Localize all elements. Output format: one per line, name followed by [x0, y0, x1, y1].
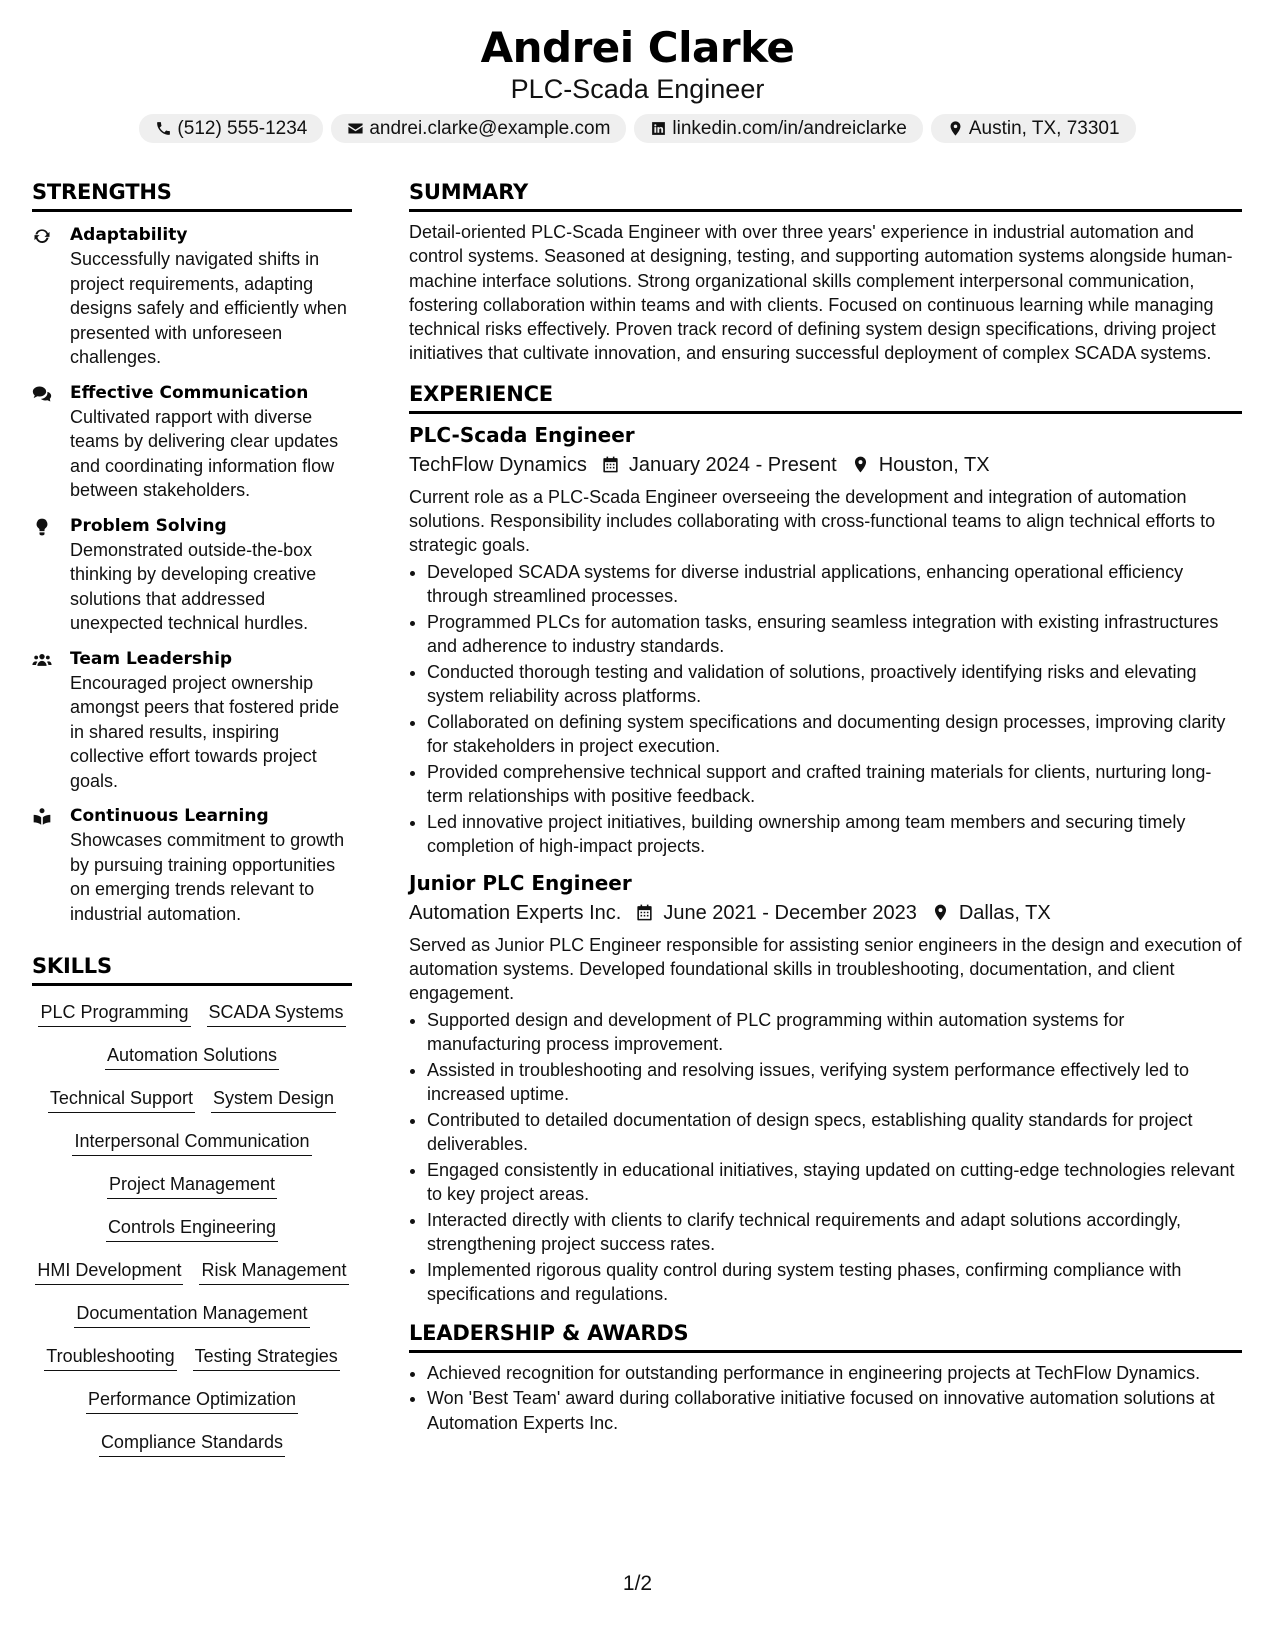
strength-title: Problem Solving: [70, 515, 227, 536]
strength-title: Effective Communication: [70, 382, 309, 403]
job-bullet: • Programmed PLCs for automation tasks, ensuring seamless integration with existing infrastructures and adherence to industry standards.: [427, 610, 1242, 659]
summary-text: Detail-oriented PLC-Scada Engineer with over three years' experience in industrial automation and control systems. Seasoned at designing, testing, and supporting automation systems alongside human-machine interface solutions. Strong organizational skills complement interpersonal communication, fostering collaboration within teams and with clients. Focused on continuous learning while managing technical risks effectively. Proven track record of defining system design specifications, driving project initiatives that cultivate innovation, and ensuring successful deployment of complex SCADA systems.: [409, 222, 1233, 364]
summary-heading: SUMMARY: [409, 178, 1242, 212]
job-meta: [409, 899, 1242, 927]
skills-list: [32, 1000, 352, 1457]
contact-location: [931, 114, 1136, 143]
job-bullets: [409, 560, 1242, 859]
lightbulb-icon: [32, 517, 52, 537]
job-desc: Current role as a PLC-Scada Engineer overseeing the development and integration of automation solutions. Responsibility includes collaborating with cross-functional teams to align technical efforts to strategic goals.: [409, 486, 1216, 556]
linkedin-icon: [650, 120, 667, 137]
left-column: [32, 178, 352, 1457]
map-pin-icon: [931, 903, 950, 922]
strength-title: Adaptability: [70, 225, 188, 245]
strength-title: Team Leadership: [70, 648, 233, 669]
users-icon: [32, 650, 52, 670]
awards-heading: LEADERSHIP & AWARDS: [409, 1319, 1242, 1353]
strength-item: [32, 514, 352, 636]
strength-desc: Demonstrated outside-the-box thinking by developing creative solutions that addressed unexpected technical hurdles.: [70, 539, 317, 633]
job-bullet: • Collaborated on defining system specifications and documenting design processes, improving clarity for stakeholders in project execution.: [427, 710, 1242, 759]
job-title: Junior PLC Engineer: [409, 870, 632, 895]
skill-tag: Project Management: [107, 1172, 277, 1199]
job-bullets: [409, 1008, 1242, 1307]
skills-heading: SKILLS: [32, 952, 352, 986]
skill-tag: System Design: [211, 1086, 336, 1113]
strength-desc: Showcases commitment to growth by pursuing training opportunities on emerging trends relevant to industrial automation.: [70, 830, 345, 924]
skill-tag: Testing Strategies: [193, 1344, 340, 1371]
experience-section: [409, 380, 1242, 1307]
candidate-title: PLC-Scada Engineer: [510, 74, 765, 104]
award-item: • Achieved recognition for outstanding performance in engineering projects at TechFlow Dynamics.: [427, 1361, 1242, 1385]
job-meta: [409, 451, 1242, 479]
job-bullet: • Provided comprehensive technical support and crafted training materials for clients, nurturing long-term relationships with positive feedback.: [427, 760, 1242, 809]
contact-bar: [0, 114, 1275, 143]
phone-icon: [155, 120, 172, 137]
skills-section: [32, 952, 352, 1457]
strength-item: [32, 647, 352, 794]
strength-item: [32, 804, 352, 926]
sync-icon: [32, 226, 52, 246]
strength-item: [32, 223, 352, 370]
calendar-icon: [635, 903, 654, 922]
map-pin-icon: [851, 455, 870, 474]
skill-tag: SCADA Systems: [207, 1000, 346, 1027]
job-bullet: • Supported design and development of PLC programming within automation systems for manufacturing process improvement.: [427, 1008, 1242, 1057]
job-dates: June 2021 - December 2023: [663, 901, 917, 924]
strength-title: Continuous Learning: [70, 806, 269, 826]
job-company: Automation Experts Inc.: [409, 901, 622, 924]
contact-location-text: Austin, TX, 73301: [968, 118, 1120, 139]
strength-desc: Successfully navigated shifts in project requirements, adapting designs safely and efficiently when presented with unforeseen challenges.: [70, 249, 347, 367]
job-bullet: • Engaged consistently in educational initiatives, staying updated on cutting-edge technologies relevant to key project areas.: [427, 1158, 1242, 1207]
strengths-heading: STRENGTHS: [32, 178, 352, 212]
job-bullet: • Developed SCADA systems for diverse industrial applications, enhancing operational efficiency through streamlined processes.: [427, 560, 1242, 609]
job-dates: January 2024 - Present: [628, 453, 837, 476]
resume-header: [0, 0, 1275, 143]
skill-tag: Performance Optimization: [86, 1387, 298, 1414]
job-title: PLC-Scada Engineer: [409, 422, 635, 447]
contact-email[interactable]: [331, 114, 626, 143]
skill-tag: Technical Support: [48, 1086, 195, 1113]
job-bullet: • Assisted in troubleshooting and resolving issues, verifying system performance effectively led to increased uptime.: [427, 1058, 1242, 1107]
job-desc: Served as Junior PLC Engineer responsible for assisting senior engineers in the design and execution of automation systems. Developed foundational skills in troubleshooting, documentation, and client engagement.: [409, 934, 1242, 1004]
comments-icon: [32, 384, 52, 404]
skill-tag: Controls Engineering: [106, 1215, 278, 1242]
job-bullet: • Contributed to detailed documentation of design specs, establishing quality standards for project deliverables.: [427, 1108, 1242, 1157]
job-location: Dallas, TX: [958, 901, 1051, 924]
skill-tag: Risk Management: [199, 1258, 348, 1285]
skill-tag: PLC Programming: [38, 1000, 190, 1027]
job-company: TechFlow Dynamics: [409, 453, 587, 476]
strength-desc: Encouraged project ownership amongst peers that fostered pride in shared results, inspiring collective effort towards project goals.: [70, 672, 340, 791]
contact-email-text: andrei.clarke@example.com: [369, 118, 611, 139]
awards-section: [409, 1319, 1242, 1435]
contact-phone-text: (512) 555-1234: [177, 118, 308, 139]
calendar-icon: [601, 455, 620, 474]
strength-desc: Cultivated rapport with diverse teams by delivering clear updates and coordinating information flow between stakeholders.: [70, 406, 339, 500]
skill-tag: Troubleshooting: [44, 1344, 176, 1371]
skill-tag: Automation Solutions: [105, 1043, 279, 1070]
skill-tag: Compliance Standards: [99, 1430, 285, 1457]
job-bullet: • Led innovative project initiatives, building ownership among team members and securing timely completion of high-impact projects.: [427, 810, 1242, 859]
candidate-name: Andrei Clarke: [480, 23, 795, 72]
job-bullet: • Conducted thorough testing and validation of solutions, proactively identifying risks and elevating system reliability across platforms.: [427, 660, 1242, 709]
skill-tag: Documentation Management: [74, 1301, 309, 1328]
job-entry: [409, 869, 1242, 1307]
strength-item: [32, 381, 352, 503]
awards-list: [409, 1361, 1242, 1435]
award-item: • Won 'Best Team' award during collaborative initiative focused on innovative automation solutions at Automation Experts Inc.: [427, 1386, 1242, 1435]
job-bullet: • Interacted directly with clients to clarify technical requirements and adapt solutions accordingly, strengthening project success rates.: [427, 1208, 1242, 1257]
experience-heading: EXPERIENCE: [409, 380, 1242, 414]
contact-linkedin-text: linkedin.com/in/andreiclarke: [672, 118, 907, 139]
skill-tag: HMI Development: [35, 1258, 183, 1285]
page-number: 1/2: [622, 1572, 653, 1595]
contact-phone[interactable]: [139, 114, 323, 143]
envelope-icon: [347, 120, 364, 137]
skill-tag: Interpersonal Communication: [72, 1129, 311, 1156]
job-entry: [409, 421, 1242, 859]
contact-linkedin[interactable]: [634, 114, 922, 143]
job-bullet: • Implemented rigorous quality control during system testing phases, confirming compliance with specifications and regulations.: [427, 1258, 1242, 1307]
right-column: [409, 178, 1242, 1437]
job-location: Houston, TX: [878, 453, 990, 476]
map-pin-icon: [947, 120, 964, 137]
book-reader-icon: [32, 807, 52, 827]
